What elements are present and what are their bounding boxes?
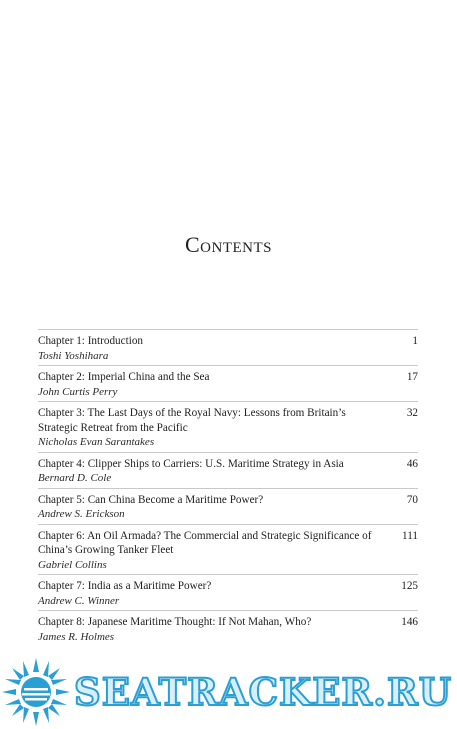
chapter-author: John Curtis Perry [38, 385, 118, 398]
toc-entry-4 [38, 452, 418, 488]
chapter-page-number: 32 [406, 407, 418, 419]
chapter-page-number: 146 [401, 616, 418, 628]
chapter-title: Chapter 1: Introduction [38, 335, 144, 347]
toc-entry-1 [38, 329, 418, 365]
chapter-title: Chapter 6: An Oil Armada? The Commercial and Strategic Significance of China’s Growing Tanker Fleet [38, 529, 372, 556]
chapter-author: Gabriel Collins [38, 558, 107, 571]
chapter-title: Chapter 4: Clipper Ships to Carriers: U.S. Maritime Strategy in Asia [38, 457, 344, 470]
chapter-page-number: 17 [406, 371, 418, 383]
chapter-page-number: 111 [402, 529, 418, 542]
toc-entry-6 [38, 524, 418, 575]
toc-entry-7 [38, 574, 418, 610]
table-of-contents [38, 329, 418, 646]
chapter-title: Chapter 8: Japanese Maritime Thought: If Not Mahan, Who? [38, 616, 312, 628]
watermark [0, 652, 457, 729]
toc-entry-2 [38, 365, 418, 401]
chapter-page-number: 125 [401, 580, 418, 592]
toc-entry-5 [38, 488, 418, 524]
chapter-title: Chapter 5: Can China Become a Maritime Power? [38, 493, 264, 506]
chapter-author: Toshi Yoshihara [38, 349, 109, 362]
page-title: Contents [184, 232, 272, 257]
toc-entry-8 [38, 610, 418, 646]
chapter-title: Chapter 2: Imperial China and the Sea [38, 371, 210, 383]
chapter-author: Andrew C. Winner [38, 594, 120, 607]
chapter-author: Bernard D. Cole [38, 472, 112, 484]
chapter-page-number: 1 [412, 335, 418, 347]
chapter-author: Nicholas Evan Sarantakes [38, 436, 155, 448]
chapter-title: Chapter 3: The Last Days of the Royal Navy: Lessons from Britain’s Strategic Retreat from the Pacific [38, 407, 346, 434]
chapter-author: James R. Holmes [38, 630, 115, 643]
watermark-text: SEATRACKER.RU [74, 670, 453, 714]
chapter-page-number: 46 [406, 457, 418, 470]
toc-entry-3 [38, 401, 418, 452]
sun-logo-icon [2, 658, 70, 726]
chapter-title: Chapter 7: India as a Maritime Power? [38, 580, 212, 592]
chapter-page-number: 70 [406, 493, 418, 506]
chapter-author: Andrew S. Erickson [38, 508, 125, 520]
